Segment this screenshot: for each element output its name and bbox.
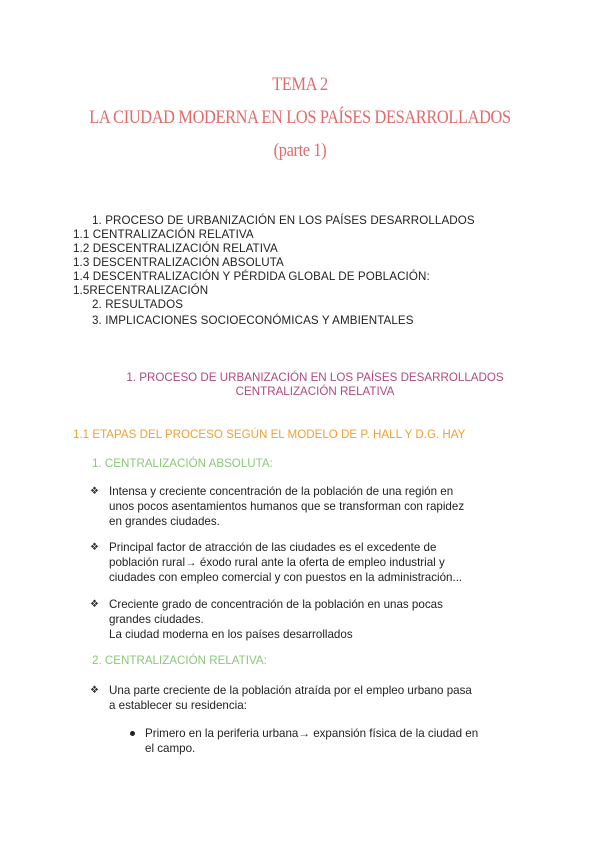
list-item: Intensa y creciente concentración de la población de una región en unos pocos asentamientos humanos que se transforman con rapidez en grandes ciudades. — [109, 485, 465, 528]
stage-1-label: 1. CENTRALIZACIÓN ABSOLUTA: — [92, 457, 273, 470]
section-heading: 1. PROCESO DE URBANIZACIÓN EN LOS PAÍSES DESARROLLADOS — [126, 371, 504, 384]
section-heading-sub: CENTRALIZACIÓN RELATIVA — [235, 385, 395, 398]
diamond-bullet-icon: ❖ — [90, 542, 99, 553]
list-item: Principal factor de atracción de las ciudades es el excedente de población rural→ éxodo rural ante la oferta de empleo industrial y ciudades con empleo comercial y con puestos en la administración... — [109, 541, 463, 584]
list-item: Creciente grado de concentración de la población en unas pocas grandes ciudades. La ciudad moderna en los países desarrollados — [109, 598, 443, 641]
list-item: Una parte creciente de la población atraída por el empleo urbano pasa a establecer su residencia: — [109, 684, 472, 712]
title-line-1: TEMA 2 — [272, 74, 328, 95]
toc-item-1: 1. PROCESO DE URBANIZACIÓN EN LOS PAÍSES DESARROLLADOS — [92, 214, 475, 227]
title-line-2: LA CIUDAD MODERNA EN LOS PAÍSES DESARROLLADOS — [89, 107, 511, 128]
toc-item-1-4: 1.4 DESCENTRALIZACIÓN Y PÉRDIDA GLOBAL DE POBLACIÓN: — [73, 270, 430, 283]
toc-item-1-3: 1.3 DESCENTRALIZACIÓN ABSOLUTA — [73, 256, 284, 269]
title-line-3: (parte 1) — [273, 140, 327, 161]
stage-2-label: 2. CENTRALIZACIÓN RELATIVA: — [92, 654, 267, 667]
diamond-bullet-icon: ❖ — [90, 599, 99, 610]
toc-item-3: 3. IMPLICACIONES SOCIOECONÓMICAS Y AMBIENTALES — [92, 314, 414, 327]
toc-item-1-2: 1.2 DESCENTRALIZACIÓN RELATIVA — [73, 242, 278, 255]
toc-item-2: 2. RESULTADOS — [92, 298, 184, 311]
diamond-bullet-icon: ❖ — [90, 486, 99, 497]
diamond-bullet-icon: ❖ — [90, 685, 99, 696]
round-bullet-icon — [130, 731, 135, 736]
toc-item-1-5: 1.5RECENTRALIZACIÓN — [73, 284, 209, 297]
subsection-heading: 1.1 ETAPAS DEL PROCESO SEGÚN EL MODELO DE P. HALL Y D.G. HAY — [73, 428, 466, 441]
toc-item-1-1: 1.1 CENTRALIZACIÓN RELATIVA — [73, 228, 254, 241]
list-item: Primero en la periferia urbana→ expansión física de la ciudad en el campo. — [145, 727, 479, 755]
